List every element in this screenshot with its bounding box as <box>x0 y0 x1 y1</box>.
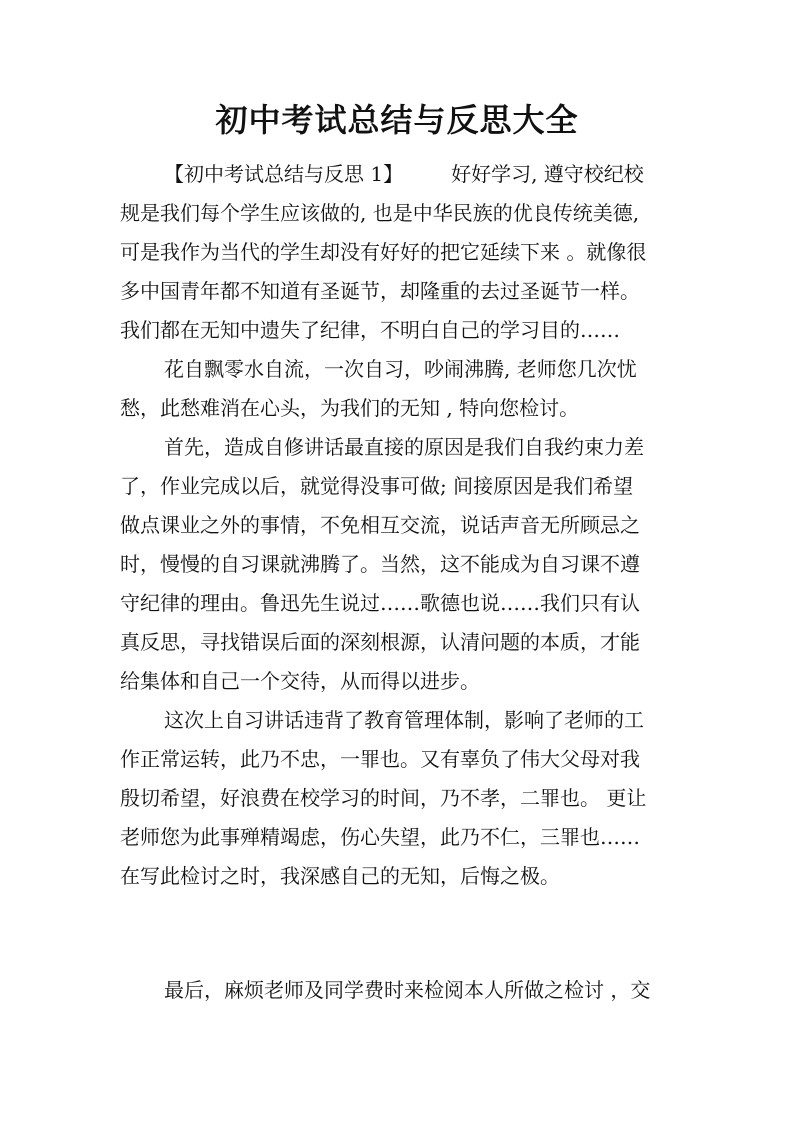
paragraph-line: 首先，造成自修讲话最直接的原因是我们自我约束力差 <box>164 435 644 459</box>
paragraph-spacer <box>120 896 680 971</box>
paragraph-line: 这次上自习讲话违背了教育管理体制，影响了老师的工 <box>164 708 644 732</box>
document-title: 初中考试总结与反思大全 <box>215 101 579 139</box>
paragraph-line <box>120 155 680 194</box>
section-heading: 【初中考试总结与反思 1】 <box>164 162 404 186</box>
paragraph-line: 真反思，寻找错误后面的深刻根源，认清问题的本质，才能 <box>120 630 640 654</box>
document-body <box>120 155 680 1010</box>
paragraph-line: 作正常运转，此乃不忠，一罪也。又有辜负了伟大父母对我 <box>120 747 640 771</box>
paragraph-line: 老师您为此事殚精竭虑，伤心失望，此乃不仁，三罪也…… <box>120 825 640 849</box>
paragraph-line: 时，慢慢的自习课就沸腾了。当然，这不能成为自习课不遵 <box>120 552 640 576</box>
paragraph-line: 守纪律的理由。鲁迅先生说过……歌德也说……我们只有认 <box>120 591 640 615</box>
paragraph-text: 好好学习, 遵守校纪校 <box>451 162 644 186</box>
paragraph-line: 了，作业完成以后，就觉得没事可做; 间接原因是我们希望 <box>120 474 634 498</box>
paragraph-line: 最后，麻烦老师及同学费时来检阅本人所做之检讨 ，交 <box>164 978 651 1002</box>
paragraph-line: 愁，此愁难消在心头，为我们的无知 , 特向您检讨。 <box>120 396 580 420</box>
paragraph-line: 在写此检讨之时，我深感自己的无知，后悔之极。 <box>120 864 560 888</box>
paragraph-line: 规是我们每个学生应该做的, 也是中华民族的优良传统美德, <box>120 201 640 225</box>
paragraph-line: 殷切希望，好浪费在校学习的时间，乃不孝，二罪也。 更让 <box>120 786 647 810</box>
paragraph-line: 做点课业之外的事情，不免相互交流，说话声音无所顾忌之 <box>120 513 640 537</box>
paragraph-line: 我们都在无知中遗失了纪律，不明白自己的学习目的…… <box>120 318 620 342</box>
paragraph-line: 多中国青年都不知道有圣诞节，却隆重的去过圣诞节一样。 <box>120 279 640 303</box>
paragraph-line: 花自飘零水自流，一次自习，吵闹沸腾, 老师您几次忧 <box>164 357 637 381</box>
paragraph-line: 给集体和自己一个交待，从而得以进步。 <box>120 669 480 693</box>
paragraph-line: 可是我作为当代的学生却没有好好的把它延续下来 。就像很 <box>120 240 647 264</box>
